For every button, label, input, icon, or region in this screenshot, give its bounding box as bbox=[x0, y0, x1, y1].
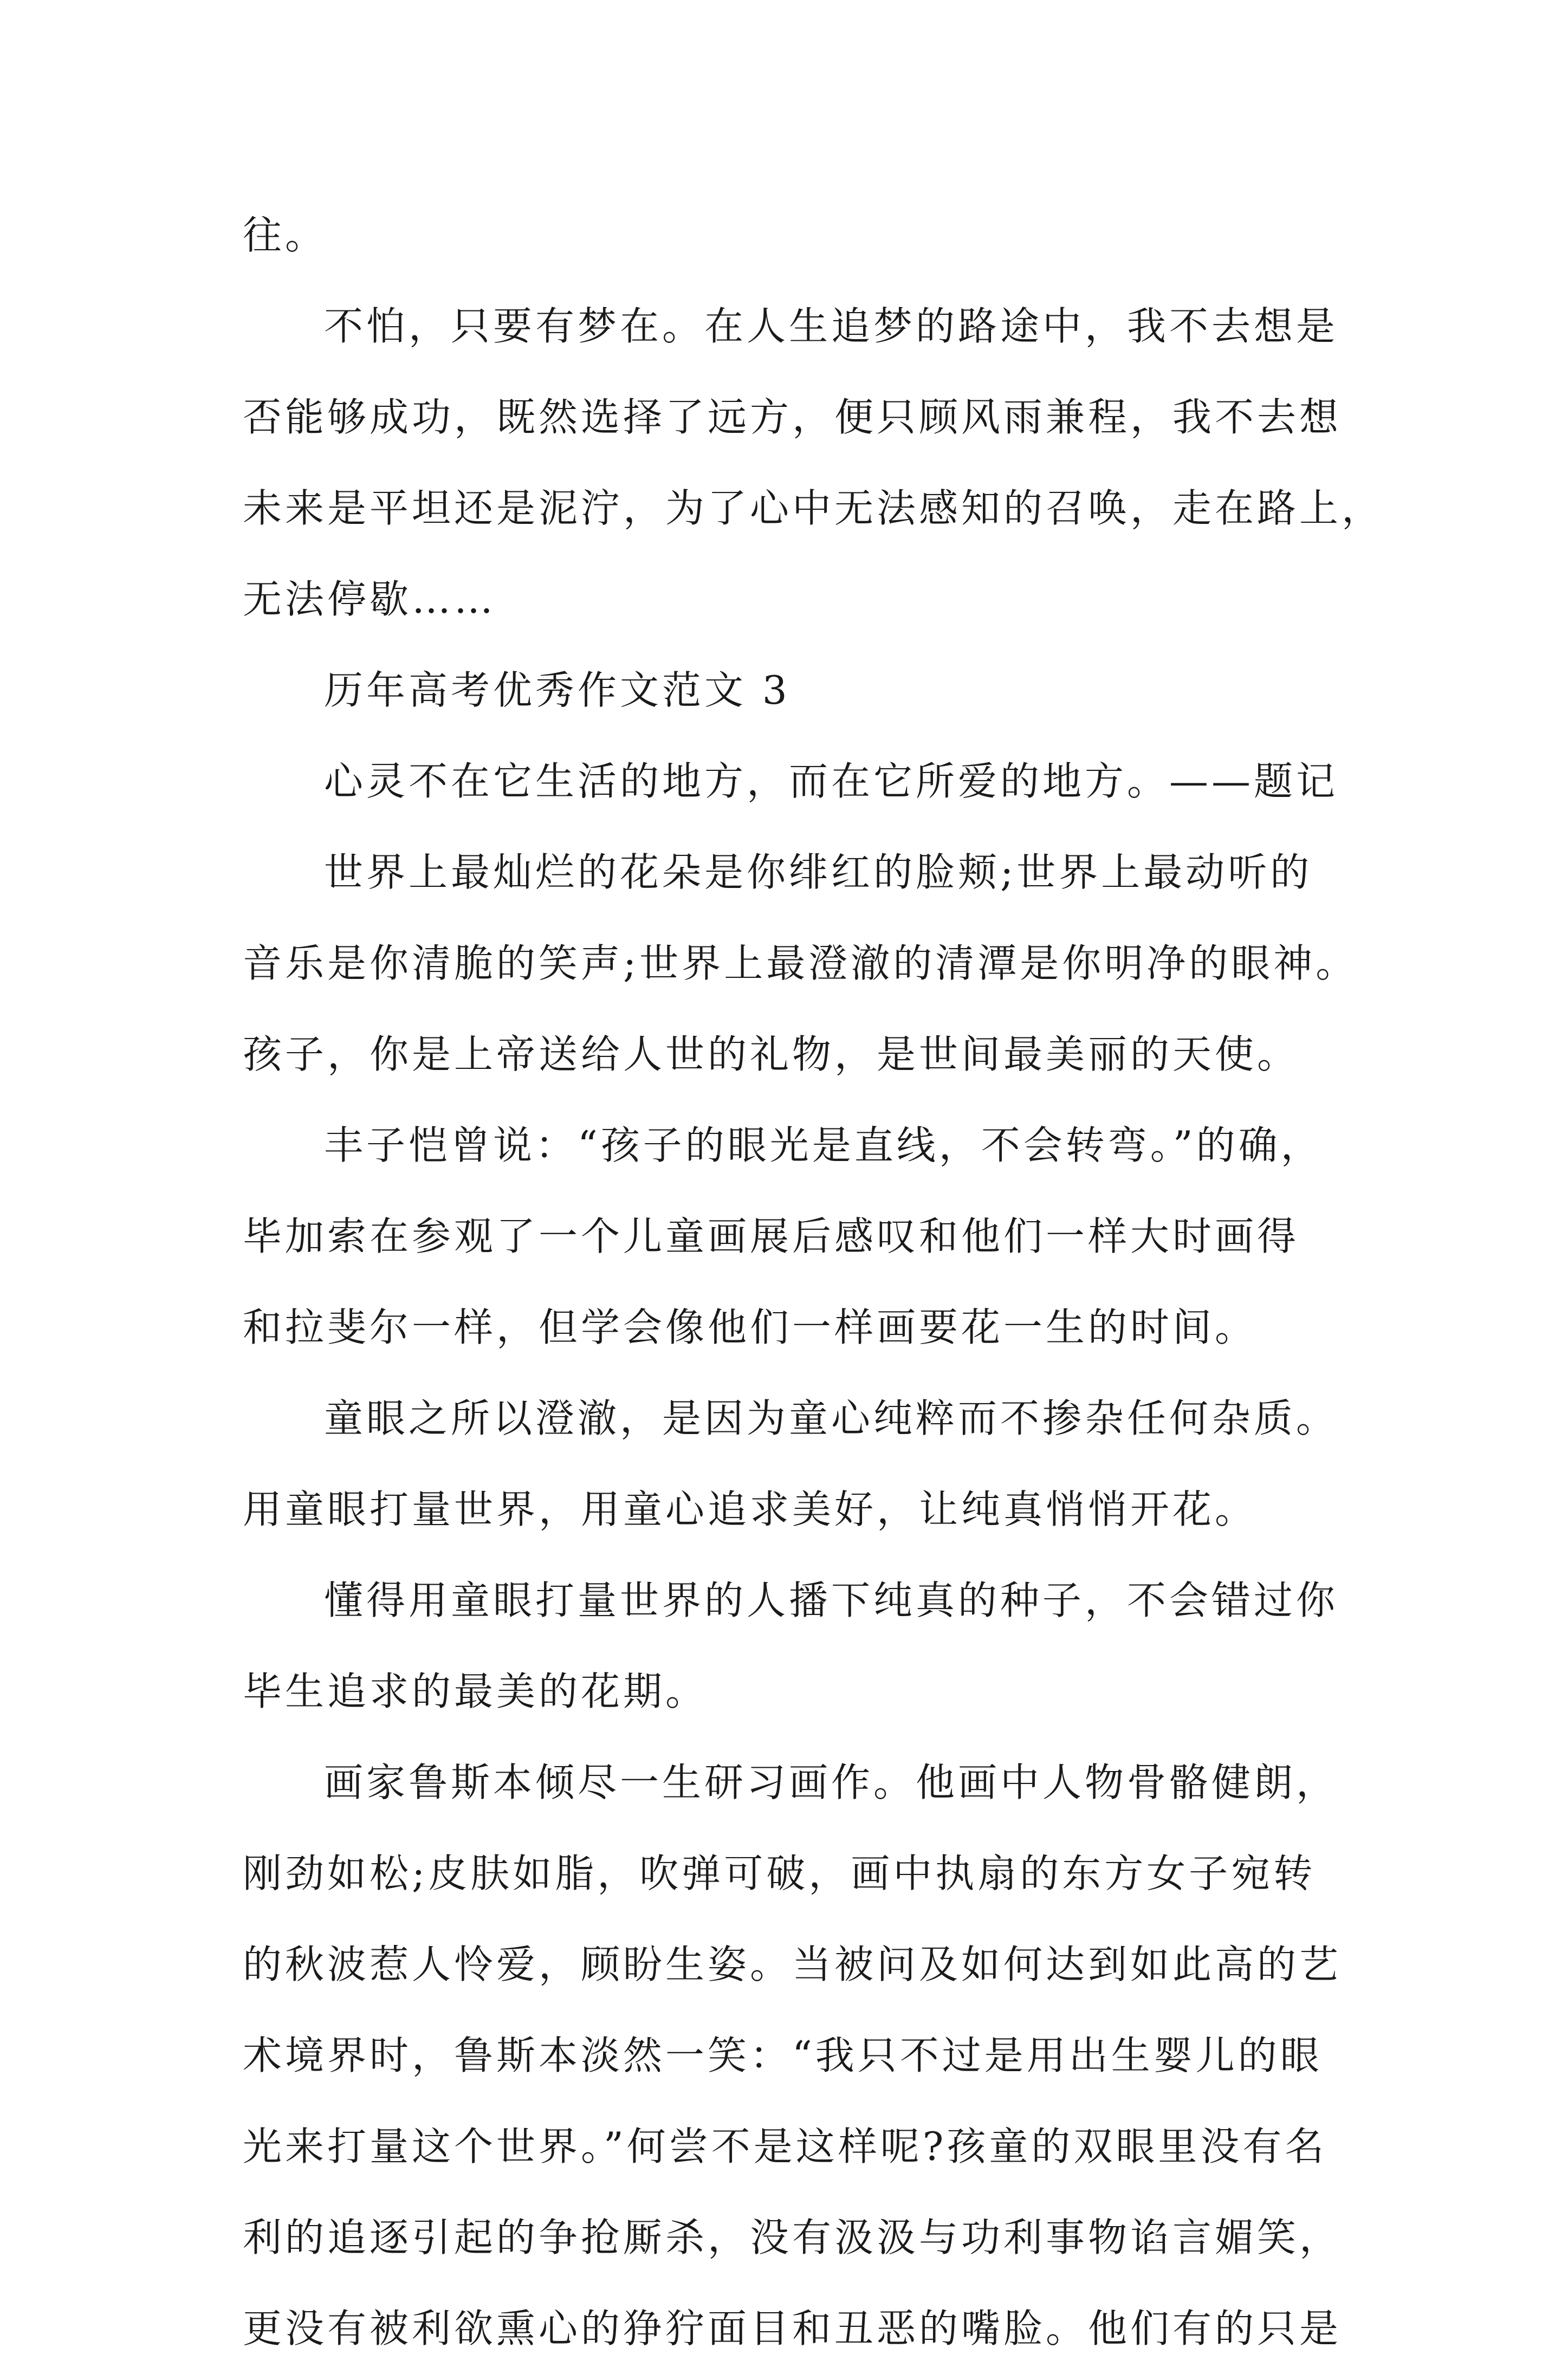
text-line: 毕生追求的最美的花期。 bbox=[243, 1669, 708, 1714]
text-line: 画家鲁斯本倾尽一生研习画作。他画中人物骨骼健朗， bbox=[324, 1760, 1339, 1805]
text-line: 否能够成功，既然选择了远方，便只顾风雨兼程，我不去想 bbox=[243, 394, 1342, 440]
section-heading: 历年高考优秀作文范文 3 bbox=[324, 667, 791, 713]
text-line: 往。 bbox=[243, 212, 328, 258]
text-line: 刚劲如松;皮肤如脂，吹弹可破，画中执扇的东方女子宛转 bbox=[243, 1851, 1316, 1896]
text-line: 童眼之所以澄澈，是因为童心纯粹而不掺杂任何杂质。 bbox=[324, 1396, 1339, 1441]
text-line: 光来打量这个世界。”何尝不是这样呢?孩童的双眼里没有名 bbox=[243, 2124, 1327, 2169]
text-line: 的秋波惹人怜爱，顾盼生姿。当被问及如何达到如此高的艺 bbox=[243, 1942, 1342, 1987]
text-line: 和拉斐尔一样，但学会像他们一样画要花一生的时间。 bbox=[243, 1305, 1258, 1350]
text-line: 懂得用童眼打量世界的人播下纯真的种子，不会错过你 bbox=[324, 1578, 1339, 1623]
text-line: 未来是平坦还是泥泞，为了心中无法感知的召唤，走在路上， bbox=[243, 485, 1384, 531]
text-line: 无法停歇…… bbox=[243, 576, 497, 622]
text-line: 世界上最灿烂的花朵是你绯红的脸颊;世界上最动听的 bbox=[324, 849, 1313, 895]
text-line: 丰子恺曾说：“孩子的眼光是直线，不会转弯。”的确， bbox=[324, 1123, 1323, 1168]
text-line: 更没有被利欲熏心的狰狞面目和丑恶的嘴脸。他们有的只是 bbox=[243, 2306, 1342, 2351]
epigraph: 心灵不在它生活的地方，而在它所爱的地方。——题记 bbox=[324, 758, 1339, 804]
text-line: 用童眼打量世界，用童心追求美好，让纯真悄悄开花。 bbox=[243, 1487, 1258, 1532]
text-line: 不怕，只要有梦在。在人生追梦的路途中，我不去想是 bbox=[324, 303, 1339, 349]
text-line: 孩子，你是上帝送给人世的礼物，是世间最美丽的天使。 bbox=[243, 1032, 1300, 1077]
document-body bbox=[243, 190, 1384, 2374]
text-line: 利的追逐引起的争抢厮杀，没有汲汲与功利事物谄言媚笑， bbox=[243, 2215, 1342, 2260]
text-line: 音乐是你清脆的笑声;世界上最澄澈的清潭是你明净的眼神。 bbox=[243, 940, 1358, 986]
text-line: 术境界时，鲁斯本淡然一笑：“我只不过是用出生婴儿的眼 bbox=[243, 2033, 1323, 2078]
text-line: 毕加索在参观了一个儿童画展后感叹和他们一样大时画得 bbox=[243, 1214, 1300, 1259]
